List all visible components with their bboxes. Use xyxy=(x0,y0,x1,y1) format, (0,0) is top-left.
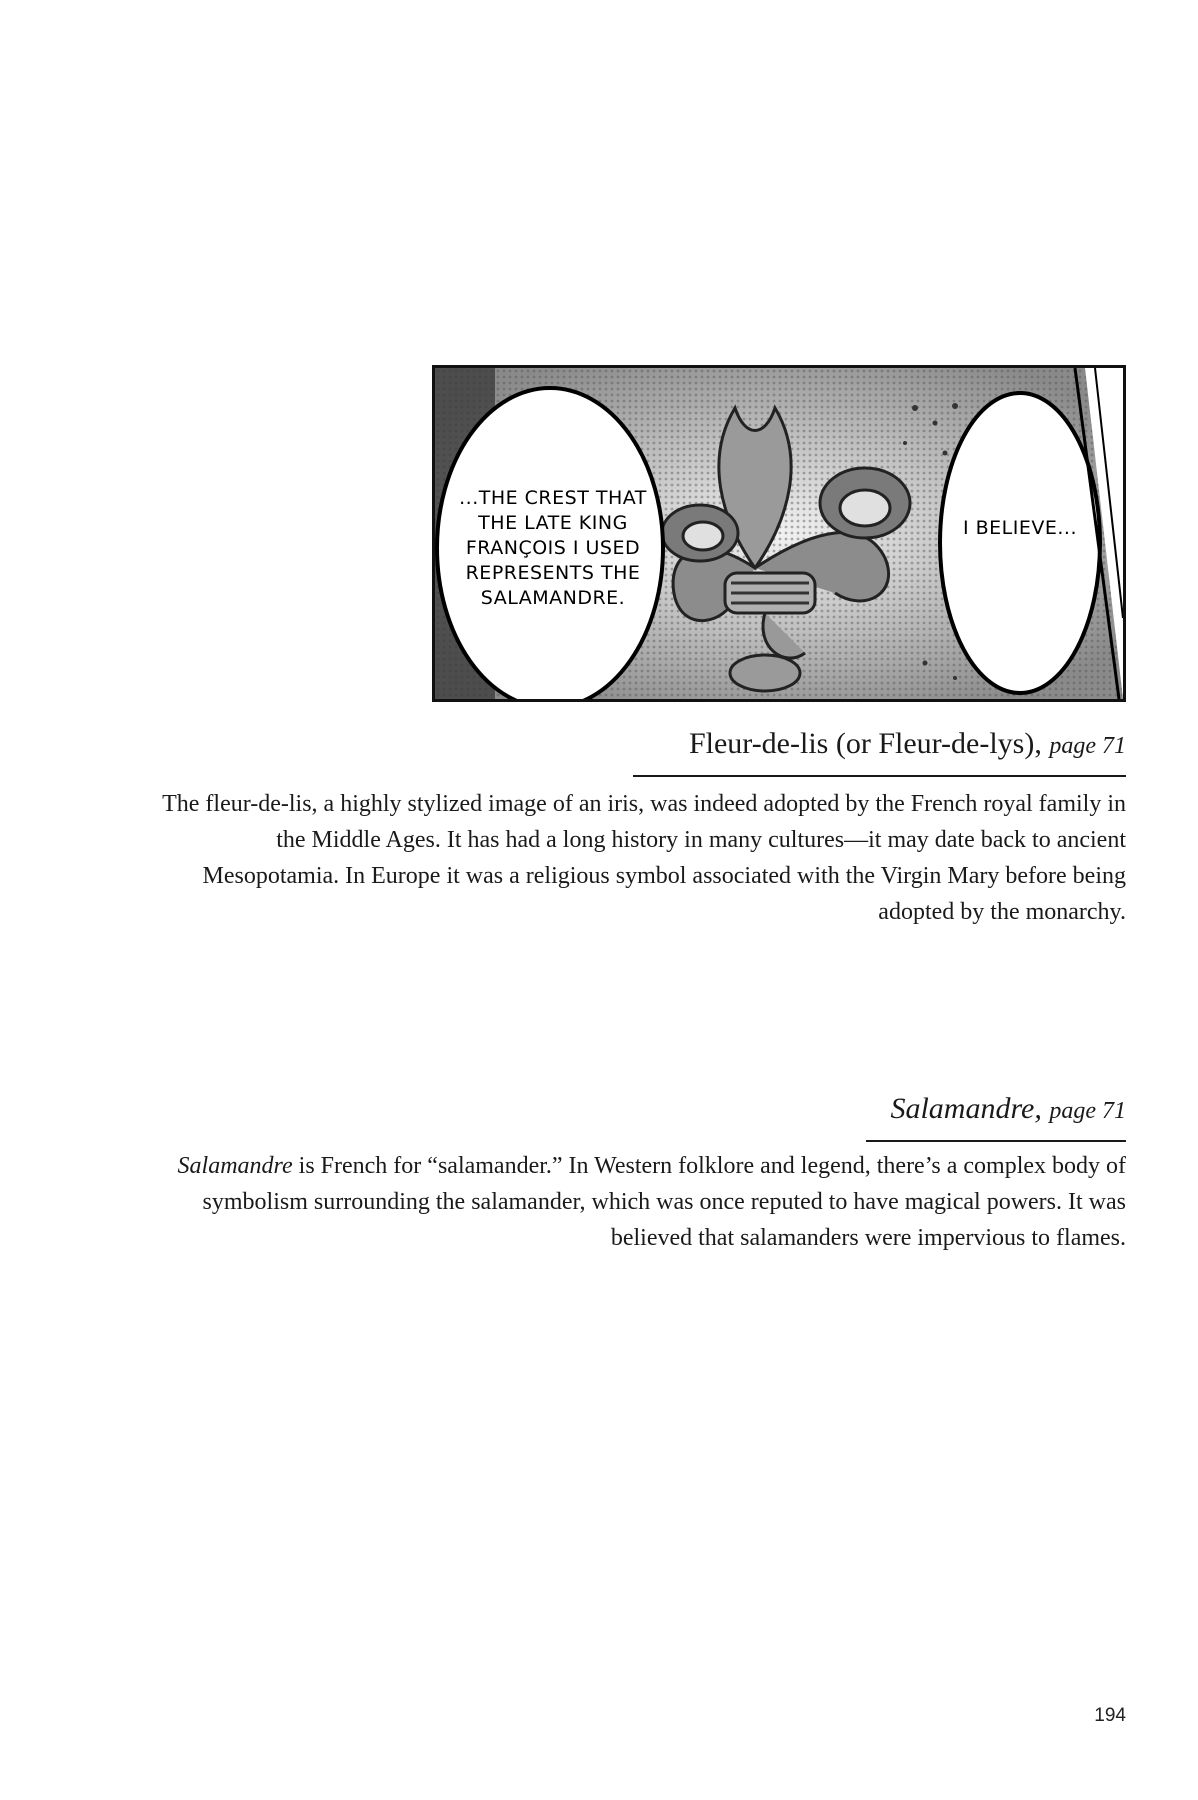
speech-bubble-left: ...THE CREST THAT THE LATE KING FRANÇOIS I USED REPRESENTS THE SALAMANDRE. xyxy=(459,487,647,609)
speech-bubble-right: I BELIEVE... xyxy=(963,517,1077,539)
entry-body-lead: Salamandre xyxy=(177,1153,293,1179)
page-number: 194 xyxy=(1094,1705,1126,1726)
entry-body-fleur-de-lis: The fleur-de-lis, a highly stylized image of an iris, was indeed adopted by the French royal family in the Middle Ages. It has had a long history in many cultures—it may date back to ancient Mesopotamia. In Europe it was a religious symbol associated with the Virgin Mary before being adopted by the monarchy. xyxy=(162,791,1126,925)
entry-title-salamandre xyxy=(890,1092,1126,1126)
entry-title-text: Salamandre, xyxy=(890,1092,1042,1125)
entry-body-salamandre xyxy=(136,1148,1126,1256)
entry-title-fleur-de-lis xyxy=(689,727,1126,761)
title-underline xyxy=(633,775,1126,777)
entry-body-text: is French for “salamander.” In Western folklore and legend, there’s a complex body of symbolism surrounding the salamander, which was once reputed to have magical powers. It was believed that salamanders were impervious to flames. xyxy=(202,1153,1126,1251)
entry-title-text: Fleur-de-lis (or Fleur-de-lys), xyxy=(688,727,1042,760)
title-underline xyxy=(866,1140,1126,1142)
entry-page-ref: page 71 xyxy=(1049,733,1126,759)
entry-page-ref: page 71 xyxy=(1049,1098,1126,1124)
manga-panel xyxy=(432,365,1126,702)
